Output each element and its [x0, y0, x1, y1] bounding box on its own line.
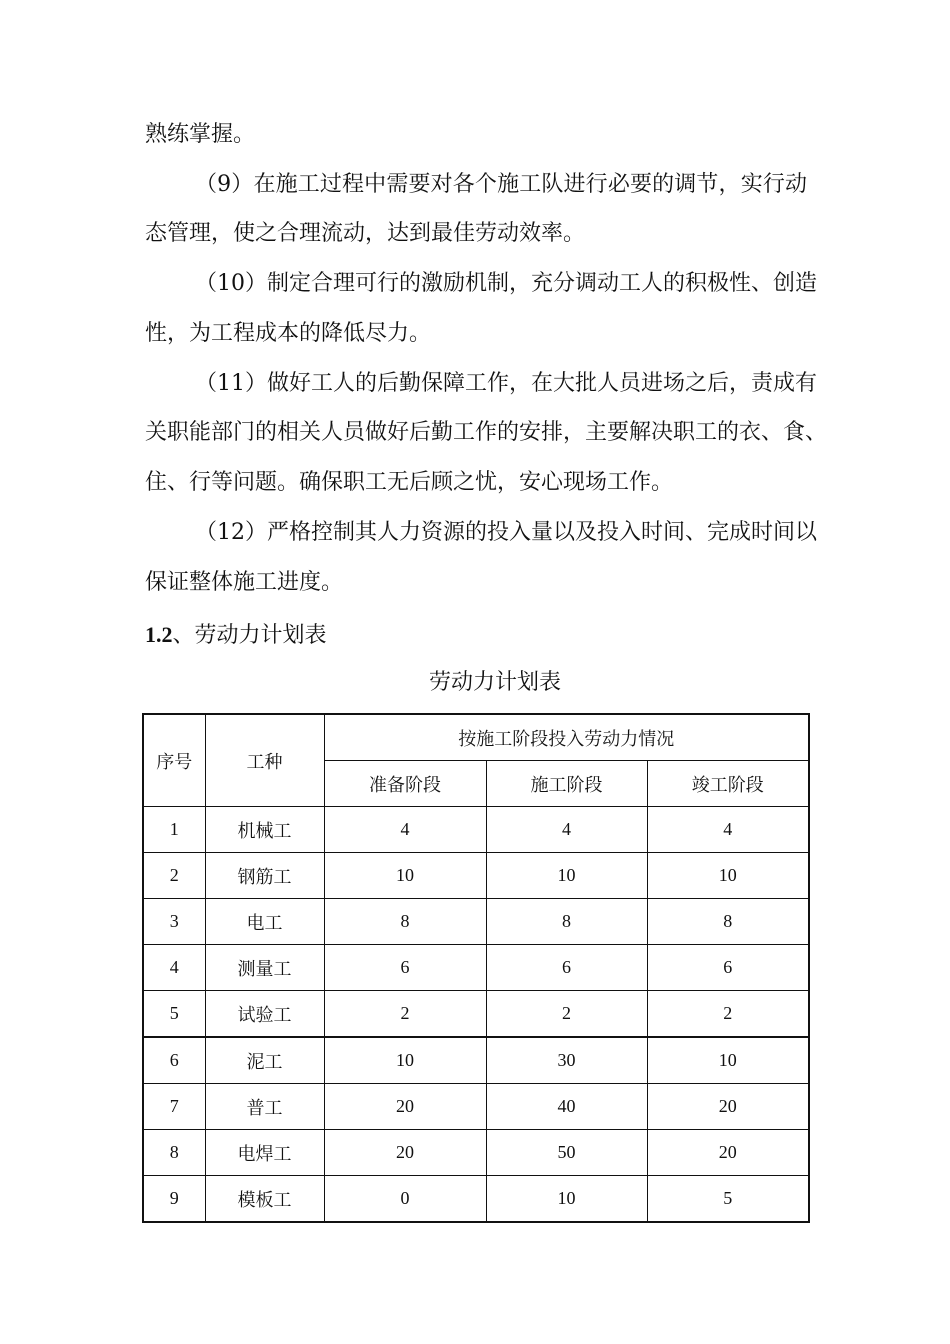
- cell-trade: 模板工: [205, 1176, 324, 1223]
- table-row: [143, 807, 809, 853]
- table-title: 劳动力计划表: [428, 670, 561, 695]
- cell-complete: 5: [647, 1176, 809, 1223]
- cell-construct: 10: [486, 1176, 647, 1223]
- paragraph-line: （12）严格控制其人力资源的投入量以及投入时间、完成时间以: [195, 520, 817, 545]
- cell-complete: 4: [647, 807, 809, 853]
- cell-prep: 4: [324, 807, 486, 853]
- header-construction-stage: 施工阶段: [486, 761, 647, 807]
- cell-seq: 8: [143, 1130, 205, 1176]
- cell-complete: 10: [647, 1037, 809, 1084]
- cell-seq: 4: [143, 945, 205, 991]
- cell-seq: 1: [143, 807, 205, 853]
- table-row: [143, 1037, 809, 1084]
- cell-seq: 7: [143, 1084, 205, 1130]
- table-row: [143, 991, 809, 1038]
- cell-trade: 测量工: [205, 945, 324, 991]
- cell-construct: 50: [486, 1130, 647, 1176]
- cell-trade: 普工: [205, 1084, 324, 1130]
- table-row: [143, 899, 809, 945]
- cell-complete: 2: [647, 991, 809, 1038]
- cell-prep: 10: [324, 1037, 486, 1084]
- cell-construct: 6: [486, 945, 647, 991]
- header-seq: 序号: [143, 714, 205, 807]
- cell-seq: 3: [143, 899, 205, 945]
- header-stage-group: 按施工阶段投入劳动力情况: [324, 714, 809, 761]
- cell-prep: 2: [324, 991, 486, 1038]
- paragraph-line: 住、行等问题。确保职工无后顾之忧，安心现场工作。: [145, 470, 674, 495]
- cell-complete: 8: [647, 899, 809, 945]
- paragraph-line: 保证整体施工进度。: [145, 570, 344, 595]
- cell-seq: 9: [143, 1176, 205, 1223]
- paragraph-line: （9）在施工过程中需要对各个施工队进行必要的调节，实行动: [195, 172, 807, 197]
- cell-trade: 电工: [205, 899, 324, 945]
- cell-complete: 20: [647, 1130, 809, 1176]
- cell-prep: 8: [324, 899, 486, 945]
- cell-construct: 4: [486, 807, 647, 853]
- table-body: [143, 807, 809, 1223]
- cell-construct: 30: [486, 1037, 647, 1084]
- cell-prep: 20: [324, 1084, 486, 1130]
- cell-seq: 2: [143, 853, 205, 899]
- cell-construct: 40: [486, 1084, 647, 1130]
- cell-prep: 6: [324, 945, 486, 991]
- table-row: [143, 1084, 809, 1130]
- header-prep-stage: 准备阶段: [324, 761, 486, 807]
- cell-trade: 机械工: [205, 807, 324, 853]
- cell-construct: 10: [486, 853, 647, 899]
- labor-plan-table: [142, 713, 810, 1223]
- section-heading: [145, 620, 327, 651]
- paragraph-line: （10）制定合理可行的激励机制，充分调动工人的积极性、创造: [195, 271, 817, 296]
- cell-trade: 试验工: [205, 991, 324, 1038]
- table-row: [143, 853, 809, 899]
- table-row: [143, 1130, 809, 1176]
- cell-construct: 8: [486, 899, 647, 945]
- cell-seq: 5: [143, 991, 205, 1038]
- cell-trade: 电焊工: [205, 1130, 324, 1176]
- cell-prep: 20: [324, 1130, 486, 1176]
- paragraph-line: 熟练掌握。: [145, 122, 256, 147]
- cell-prep: 0: [324, 1176, 486, 1223]
- cell-trade: 钢筋工: [205, 853, 324, 899]
- cell-construct: 2: [486, 991, 647, 1038]
- cell-complete: 20: [647, 1084, 809, 1130]
- table-row: [143, 945, 809, 991]
- paragraph-line: 关职能部门的相关人员做好后勤工作的安排，主要解决职工的衣、食、: [145, 420, 828, 445]
- header-completion-stage: 竣工阶段: [647, 761, 809, 807]
- section-title: 、劳动力计划表: [172, 623, 327, 648]
- table-header-row: [143, 714, 809, 761]
- cell-trade: 泥工: [205, 1037, 324, 1084]
- paragraph-line: 性，为工程成本的降低尽力。: [145, 321, 432, 346]
- paragraph-line: 态管理，使之合理流动，达到最佳劳动效率。: [145, 221, 586, 246]
- cell-prep: 10: [324, 853, 486, 899]
- paragraph-line: （11）做好工人的后勤保障工作，在大批人员进场之后，责成有: [195, 371, 817, 396]
- cell-complete: 6: [647, 945, 809, 991]
- header-trade: 工种: [205, 714, 324, 807]
- section-number: 1.2: [145, 622, 173, 647]
- cell-complete: 10: [647, 853, 809, 899]
- cell-seq: 6: [143, 1037, 205, 1084]
- table-row: [143, 1176, 809, 1223]
